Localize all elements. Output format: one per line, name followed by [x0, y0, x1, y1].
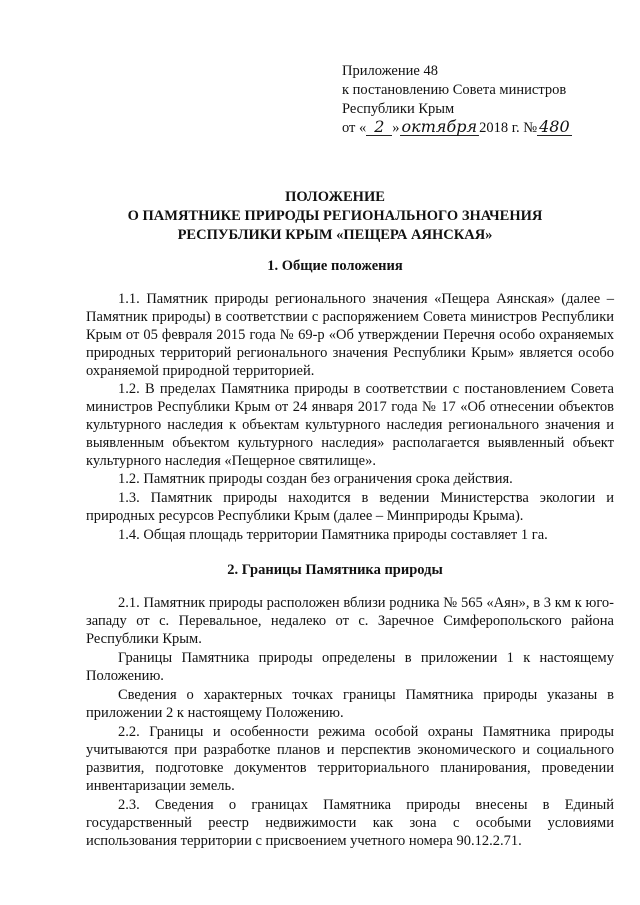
title-line-3: РЕСПУБЛИКИ КРЫМ «ПЕЩЕРА АЯНСКАЯ» — [177, 227, 493, 243]
paragraph-1-1: 1.1. Памятник природы регионального значения «Пещера Аянская» (далее – Памятник природы) в соответствии с распоряжением Совета министров Республики Крым от 05 февраля 2015 года № 69-р «Об утверждении Перечня особо охраняемых природных территорий регионального значения Республики Крым» является особо охраняемой природной территорией. — [86, 291, 614, 379]
annex-line-1: Приложение 48 — [342, 63, 438, 79]
title-line-1: ПОЛОЖЕНИЕ — [285, 189, 385, 205]
paragraph-1-2: 1.2. В пределах Памятника природы в соответствии с постановлением Совета министров Республики Крым от 24 января 2017 года № 17 «Об отнесении объектов культурного наследия к объектам культурного наследия регионального значения и выявленным объектом культурного наследия» располагается выявленный объект культурного наследия «Пещерное святилище». — [86, 381, 614, 469]
paragraph-1-4: 1.4. Общая площадь территории Памятника природы составляет 1 га. — [118, 527, 548, 543]
paragraph-2-points: Сведения о характерных точках границы Памятника природы указаны в приложении 2 к настоящему Положению. — [86, 687, 614, 721]
annex-line-2: к постановлению Совета министров — [342, 82, 567, 98]
section-1-heading: 1. Общие положения — [267, 258, 403, 274]
paragraph-2-boundaries: Границы Памятника природы определены в приложении 1 к настоящему Положению. — [86, 650, 614, 684]
paragraph-2-1: 2.1. Памятник природы расположен вблизи родника № 565 «Аян», в 3 км к юго-западу от с. Перевальное, недалеко от с. Заречное Симферопольского района Республики Крым. — [86, 595, 614, 647]
annex-line-3: Республики Крым — [342, 101, 455, 117]
section-2-heading: 2. Границы Памятника природы — [227, 562, 443, 578]
paragraph-2-2: 2.2. Границы и особенности режима особой охраны Памятника природы учитываются при разработке планов и перспектив экономического и социального развития, подготовке документов территориального планирования, проведении инвентаризации земель. — [86, 724, 614, 794]
paragraph-2-3: 2.3. Сведения о границах Памятника природы внесены в Единый государственный реестр недвижимости как зона с особыми условиями использования территории с присвоением учетного номера 90.12.2.71. — [86, 797, 614, 849]
paragraph-1-2b: 1.2. Памятник природы создан без ограничения срока действия. — [118, 471, 513, 487]
document-title — [60, 188, 610, 245]
handwritten-number: 480 — [539, 117, 570, 136]
handwritten-day: 2 — [366, 119, 392, 136]
date-prefix: от « — [342, 120, 367, 136]
annex-block — [342, 62, 602, 138]
title-line-2: О ПАМЯТНИКЕ ПРИРОДЫ РЕГИОНАЛЬНОГО ЗНАЧЕНИЯ — [127, 208, 543, 224]
annex-date-line: от « 2 » октября 2018 г. № 480 — [342, 117, 570, 136]
handwritten-month: октября — [401, 117, 478, 136]
year-text: 2018 г. № — [479, 120, 538, 136]
paragraph-1-3: 1.3. Памятник природы находится в ведении Министерства экологии и природных ресурсов Республики Крым (далее – Минприроды Крыма). — [86, 490, 614, 524]
